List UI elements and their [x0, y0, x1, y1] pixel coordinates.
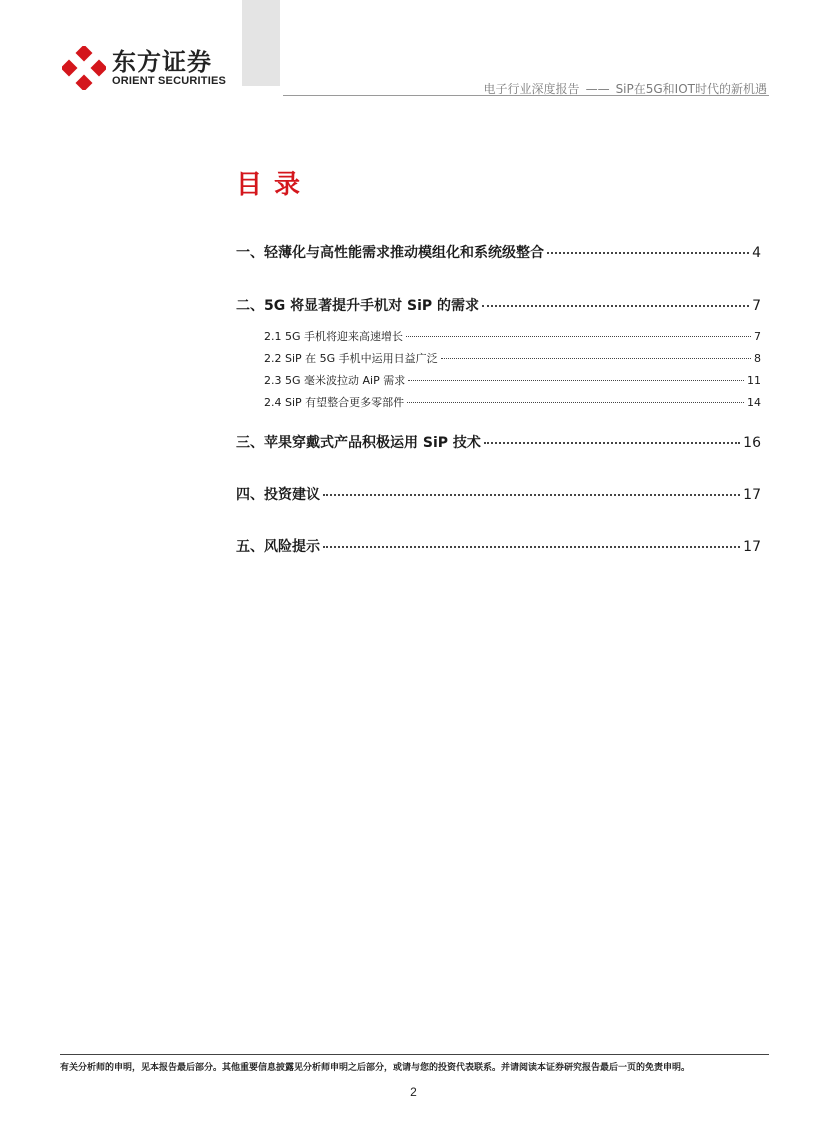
toc-entry-4[interactable] — [236, 484, 761, 504]
orient-logo-icon — [62, 46, 106, 90]
toc-entry-label: 三、苹果穿戴式产品积极运用 SiP 技术 — [236, 435, 481, 451]
toc-leader-dots — [407, 402, 744, 403]
toc-entry-label: 一、轻薄化与高性能需求推动模组化和系统级整合 — [236, 245, 544, 261]
footer-rule — [60, 1054, 769, 1055]
toc-entry-label: 2.1 5G 手机将迎来高速增长 — [264, 330, 404, 343]
toc-entry-label: 四、投资建议 — [236, 487, 320, 503]
toc-entry-label: 二、5G 将显著提升手机对 SiP 的需求 — [236, 298, 479, 314]
toc-leader-dots — [547, 252, 749, 254]
toc-entry-2-2[interactable] — [236, 350, 761, 366]
toc-leader-dots — [408, 380, 744, 381]
toc-entry-2[interactable] — [236, 295, 761, 315]
toc-title: 目录 — [236, 170, 313, 200]
toc-leader-dots — [482, 305, 749, 307]
toc-leader-dots — [484, 442, 740, 444]
toc-entry-label: 2.2 SiP 在 5G 手机中运用日益广泛 — [264, 352, 438, 365]
toc-leader-dots — [441, 358, 751, 359]
toc-entry-page: 16 — [743, 435, 761, 451]
footer-disclaimer: 有关分析师的申明，见本报告最后部分。其他重要信息披露见分析师申明之后部分，或请与您的投资代表联系。并请阅读本证券研究报告最后一页的免责申明。 — [60, 1063, 691, 1073]
toc-entry-2-4[interactable] — [236, 394, 761, 410]
report-title: SiP在5G和IOT时代的新机遇 — [615, 82, 767, 96]
toc-entry-label: 2.4 SiP 有望整合更多零部件 — [264, 396, 405, 409]
toc-entry-3[interactable] — [236, 432, 761, 452]
toc-entry-page: 4 — [752, 245, 761, 261]
toc-leader-dots — [406, 336, 751, 337]
header-gray-tab — [242, 0, 280, 86]
toc-entry-5[interactable] — [236, 536, 761, 556]
toc-entry-page: 7 — [754, 330, 761, 343]
toc-entry-page: 7 — [752, 298, 761, 314]
company-logo — [62, 46, 226, 90]
brand-name-cn: 东方证券 — [112, 47, 212, 76]
toc-entry-page: 14 — [747, 396, 761, 409]
report-type: 电子行业深度报告 — [483, 82, 580, 96]
header-separator: —— — [585, 82, 610, 96]
toc-leader-dots — [323, 546, 740, 548]
toc-entry-page: 11 — [747, 374, 761, 387]
toc-entry-page: 17 — [743, 539, 761, 555]
header-rule — [283, 95, 769, 96]
toc-entry-2-3[interactable] — [236, 372, 761, 388]
toc-entry-2-1[interactable] — [236, 328, 761, 344]
page-number: 2 — [410, 1085, 417, 1099]
toc-entry-label: 五、风险提示 — [236, 539, 320, 555]
toc-entry-page: 8 — [754, 352, 761, 365]
brand-name-en: ORIENT SECURITIES — [112, 74, 227, 87]
toc-entry-1[interactable] — [236, 242, 761, 262]
toc-leader-dots — [323, 494, 740, 496]
toc-entry-page: 17 — [743, 487, 761, 503]
toc-entry-label: 2.3 5G 毫米波拉动 AiP 需求 — [264, 374, 406, 387]
